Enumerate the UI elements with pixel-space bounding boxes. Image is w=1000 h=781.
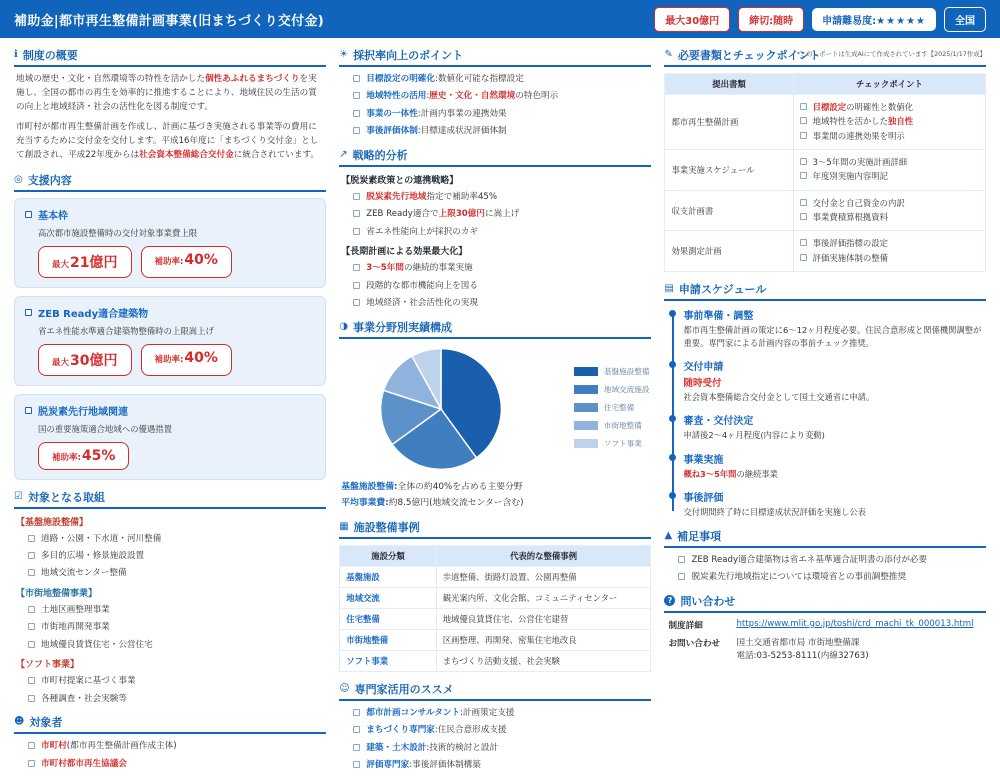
list-item: 市町村(都市再生整備計画作成主体) [28, 740, 326, 752]
table-row: 効果測定計画 事後評価指標の設定 評価実施体制の整備 [665, 231, 986, 272]
section-overview [14, 47, 326, 163]
list-item: 市町村都市再生協議会 [28, 758, 326, 770]
checkbox-icon [800, 103, 807, 110]
target-icon: ◎ [14, 173, 23, 185]
legend-swatch [574, 421, 598, 430]
difficulty-badge [812, 8, 936, 31]
card-description: 高次都市施設整備時の交付対象事業費上限 [38, 227, 198, 238]
list-item: 脱炭素先行地域指定については環境省との事前調整推奨 [678, 571, 986, 583]
check-item: 年度別実施内容明記 [800, 171, 979, 182]
check-item: 評価実施体制の整備 [800, 253, 979, 264]
list-item: 評価専門家:事後評価体制構築 [353, 759, 651, 771]
contact-org: 国土交通省都市局 市街地整備課 [736, 637, 860, 648]
section-pie-chart [339, 319, 651, 510]
checkbox-icon [353, 92, 360, 99]
legend-item [574, 438, 650, 449]
table-row: 地域交流 観光案内所、文化会館、コミュニティセンター [340, 587, 651, 608]
checkbox-icon [28, 552, 35, 559]
section-contact [664, 593, 986, 663]
list-item: 多目的広場・修景施設設置 [28, 550, 326, 562]
checkbox-icon [28, 677, 35, 684]
list-item: ZEB Ready適合建築物は省エネ基準適合証明書の添付が必要 [678, 554, 986, 566]
checkbox-icon [25, 309, 32, 316]
list-item: 地域優良賃貸住宅・公営住宅 [28, 639, 326, 651]
overview-paragraph-1: 地域の歴史・文化・自然環境等の特性を活かした個性あふれるまちづくりを実施し、全国の都市の再生を効率的に推進することにより、地域住民の生活の質の向上と地域経済・社会の活性化を図る制度です。 [16, 74, 317, 112]
chart-note: 基盤施設整備:全体の約40%を占める主要分野 [341, 481, 523, 492]
tasks-icon: ☑ [14, 490, 23, 502]
list-item: 市街地再開発事業 [28, 621, 326, 633]
group-heading: 【ソフト事業】 [16, 660, 80, 671]
checkbox-icon [353, 127, 360, 134]
contact-label: お問い合わせ [668, 638, 721, 649]
list-item: 省エネ性能向上が採択のカギ [353, 226, 651, 238]
card-title: 脱炭素先行地域関連 [38, 406, 128, 418]
column-header: 代表的な整備事例 [436, 545, 651, 566]
list-item: 事業の一体性:計画内事業の連携効果 [353, 108, 651, 120]
star-rating-icon: ★★★★★ [876, 15, 926, 27]
detail-link[interactable]: https://www.mlit.go.jp/toshi/crd_machi_tk_000013.html [736, 618, 974, 629]
legend-swatch [574, 385, 598, 394]
rate-badge: 補助率: 45% [38, 442, 129, 470]
people-icon: ☻ [14, 716, 25, 728]
checkbox-icon [800, 213, 807, 220]
list-item: 土地区画整理事業 [28, 604, 326, 616]
legend-label: 基盤施設整備 [603, 366, 650, 376]
checkbox-icon [800, 199, 807, 206]
checkbox-icon [800, 132, 807, 139]
checkbox-icon [25, 211, 32, 218]
checkbox-icon [28, 742, 35, 749]
checkbox-icon [678, 556, 685, 563]
section-title: 採択率向上のポイント [353, 49, 464, 62]
support-card-basic [14, 198, 326, 288]
checkbox-icon [353, 709, 360, 716]
section-target-activities [14, 489, 326, 706]
rate-badge: 補助率: 40% [141, 344, 232, 376]
checkbox-icon [353, 193, 360, 200]
section-title: 施設整備事例 [353, 520, 420, 534]
table-row: 基盤施設 歩道整備、街路灯設置、公園再整備 [340, 566, 651, 587]
group-heading: 【市街地整備事業】 [16, 588, 98, 599]
list-item: 目標設定の明確化:数値化可能な指標設定 [353, 73, 651, 85]
legend-item [574, 420, 650, 431]
legend-label: 地域交流施設 [603, 384, 650, 394]
checkbox-icon [353, 264, 360, 271]
checkbox-icon [800, 158, 807, 165]
legend-item [574, 402, 650, 413]
checkbox-icon [800, 117, 807, 124]
legend-label: 住宅整備 [603, 402, 635, 412]
section-title: 事業分野別実績構成 [352, 320, 452, 334]
checkbox-icon [353, 744, 360, 751]
section-title: 対象となる取組 [27, 490, 105, 504]
card-description: 国の重要施策適合地域への優遇措置 [38, 423, 172, 434]
checkbox-icon [800, 239, 807, 246]
schedule-step: 審査・交付決定 申請後2〜4ヶ月程度(内容により変動) [683, 412, 986, 441]
facility-table [339, 545, 651, 672]
list-item: ZEB Ready適合で上限30億円に嵩上げ [353, 208, 651, 220]
checkbox-icon [800, 172, 807, 179]
checkbox-icon [353, 726, 360, 733]
pie-chart-icon: ◑ [339, 320, 348, 332]
checkbox-icon [353, 228, 360, 235]
card-description: 省エネ性能水準適合建築物整備時の上限嵩上げ [38, 325, 214, 336]
table-row: ソフト事業 まちづくり活動支援、社会実験 [340, 650, 651, 671]
checkbox-icon [353, 210, 360, 217]
table-row: 住宅整備 地域優良賃貸住宅、公営住宅建替 [340, 608, 651, 629]
section-facility-examples [339, 519, 651, 672]
check-item: 事後評価指標の設定 [800, 238, 979, 249]
section-strategic-analysis [339, 147, 651, 310]
check-item: 事業費積算根拠資料 [800, 212, 979, 223]
right-column [664, 47, 986, 781]
table-row: 都市再生整備計画 目標設定の明確性と数値化 地域特性を活かした独自性 事業間の連携効果を明示 [665, 95, 986, 150]
section-title: 支援内容 [27, 173, 72, 187]
expert-icon: ☺ [339, 682, 350, 694]
contact-tel: 電話:03-5253-8111(内線32763) [736, 650, 869, 661]
section-support [14, 172, 326, 480]
legend-item [574, 384, 650, 395]
column-header: 提出書類 [665, 74, 793, 95]
header-bar [0, 0, 1000, 38]
pie-chart [377, 345, 505, 473]
group-heading: 【長期計画による効果最大化】 [341, 247, 468, 258]
legend-item [574, 366, 650, 377]
legend-label: 市街地整備 [603, 420, 642, 430]
middle-column [339, 47, 651, 781]
group-heading: 【基盤施設整備】 [16, 517, 89, 528]
section-eligible-applicants [14, 714, 326, 770]
legend-label: ソフト事業 [603, 438, 642, 448]
checkbox-icon [28, 695, 35, 702]
list-item: 地域経済・社会活性化の実現 [353, 297, 651, 309]
list-item: 地域特性の活用:歴史・文化・自然環境の特色明示 [353, 90, 651, 102]
schedule-step: 事後評価 交付期間終了時に目標達成状況評価を実施し公表 [683, 489, 986, 518]
info-icon: ℹ [14, 49, 18, 60]
section-title: 専門家活用のススメ [354, 682, 454, 696]
section-title: 問い合わせ [680, 594, 736, 608]
checkbox-icon [353, 282, 360, 289]
list-item: 3〜5年間の継続的事業実施 [353, 262, 651, 274]
checkbox-icon [353, 110, 360, 117]
section-title: 必要書類とチェックポイント [677, 49, 821, 62]
difficulty-label: 申請難易度: [822, 15, 877, 27]
section-title: 補足事項 [677, 529, 722, 543]
amount-badge: 最大 21億円 [38, 246, 132, 278]
section-title: 対象者 [29, 716, 63, 730]
chart-legend [574, 366, 650, 456]
card-title: ZEB Ready適合建築物 [38, 308, 149, 320]
deadline-badge: 締切:随時 [738, 7, 804, 32]
document-icon: ✎ [664, 49, 673, 60]
table-icon: ▦ [339, 520, 349, 532]
calendar-icon: ▤ [664, 283, 674, 295]
section-schedule [664, 281, 986, 519]
section-title: 申請スケジュール [678, 283, 767, 297]
support-card-decarbon [14, 394, 326, 480]
checkbox-icon [678, 573, 685, 580]
checkbox-icon [353, 299, 360, 306]
legend-swatch [574, 403, 598, 412]
schedule-timeline [670, 307, 986, 519]
rate-badge: 補助率: 40% [141, 246, 232, 278]
list-item: 市町村提案に基づく事業 [28, 675, 326, 687]
contact-row [668, 619, 986, 631]
section-title: 戦略的分析 [352, 148, 408, 162]
area-badge: 全国 [944, 7, 986, 32]
list-item: まちづくり専門家:住民合意形成支援 [353, 724, 651, 736]
checkbox-icon [28, 760, 35, 767]
schedule-step: 事前準備・調整 都市再生整備計画の策定に6〜12ヶ月程度必要。住民合意形成と関係機関調整が重要。専門家による計画内容の事前チェック推奨。 [683, 307, 986, 349]
section-documents [664, 47, 986, 272]
ai-disclaimer: *このレポートは生成AIにて作成されています【2025/1/17作成】 [796, 50, 987, 58]
overview-paragraph-2: 市町村が都市再生整備計画を作成し、計画に基づき実施される事業等の費用に充当するために交付金を交付します。平成16年度に「まちづくり交付金」として創設され、平成22年度からは社会資本整備総合交付金に統合されています。 [16, 122, 319, 160]
list-item: 脱炭素先行地域指定で補助率45% [353, 191, 651, 203]
list-item: 道路・公園・下水道・河川整備 [28, 533, 326, 545]
legend-swatch [574, 439, 598, 448]
section-supplement [664, 528, 986, 584]
checkbox-icon [28, 535, 35, 542]
section-adoption-points [339, 47, 651, 138]
checkbox-icon [25, 407, 32, 414]
group-heading: 【脱炭素政策との連携戦略】 [341, 175, 459, 186]
question-icon: ? [664, 595, 675, 606]
table-row: 事業実施スケジュール 3〜5年間の実施計画詳細 年度別実施内容明記 [665, 150, 986, 191]
schedule-step: 交付申請 随時受付 社会資本整備総合交付金として国土交通省に申請。 [683, 358, 986, 403]
trend-chart-icon: ↗ [339, 148, 348, 160]
section-experts [339, 681, 651, 772]
support-card-zeb [14, 296, 326, 386]
checkbox-icon [28, 606, 35, 613]
warning-icon: ▲ [664, 529, 673, 541]
legend-swatch [574, 367, 598, 376]
card-title: 基本枠 [38, 210, 68, 222]
left-column [14, 47, 326, 781]
checkbox-icon [800, 254, 807, 261]
table-row: 市街地整備 区画整理、再開発、密集住宅地改良 [340, 629, 651, 650]
checkbox-icon [28, 623, 35, 630]
list-item: 地域交流センター整備 [28, 567, 326, 579]
check-item: 事業間の連携効果を明示 [800, 131, 979, 142]
lightbulb-icon: ☀ [339, 49, 349, 60]
amount-badge: 最大 30億円 [38, 344, 132, 376]
table-row: 収支計画書 交付金と自己資金の内訳 事業費積算根拠資料 [665, 190, 986, 231]
list-item: 建築・土木設計:技術的検討と設計 [353, 742, 651, 754]
column-header: チェックポイント [793, 74, 985, 95]
check-item: 目標設定の明確性と数値化 [800, 102, 979, 113]
check-item: 3〜5年間の実施計画詳細 [800, 157, 979, 168]
max-amount-badge: 最大30億円 [654, 7, 730, 32]
documents-table [664, 73, 986, 272]
check-item: 地域特性を活かした独自性 [800, 116, 979, 127]
list-item: 事後評価体制:目標達成状況評価体制 [353, 125, 651, 137]
list-item: 都市計画コンサルタント:計画策定支援 [353, 707, 651, 719]
contact-label: 制度詳細 [668, 620, 703, 631]
checkbox-icon [28, 569, 35, 576]
schedule-step: 事業実施 概ね3〜5年間の継続事業 [683, 451, 986, 480]
contact-row [668, 637, 986, 663]
column-header: 施設分類 [340, 545, 436, 566]
check-item: 交付金と自己資金の内訳 [800, 198, 979, 209]
list-item: 各種調査・社会実験等 [28, 693, 326, 705]
section-title: 制度の概要 [22, 49, 78, 62]
checkbox-icon [28, 641, 35, 648]
chart-note: 平均事業費:約8.5億円(地域交流センター含む) [341, 497, 524, 508]
list-item: 段階的な都市機能向上を図る [353, 280, 651, 292]
checkbox-icon [353, 761, 360, 768]
page-title: 補助金|都市再生整備計画事業(旧まちづくり交付金) [14, 13, 325, 29]
checkbox-icon [353, 75, 360, 82]
